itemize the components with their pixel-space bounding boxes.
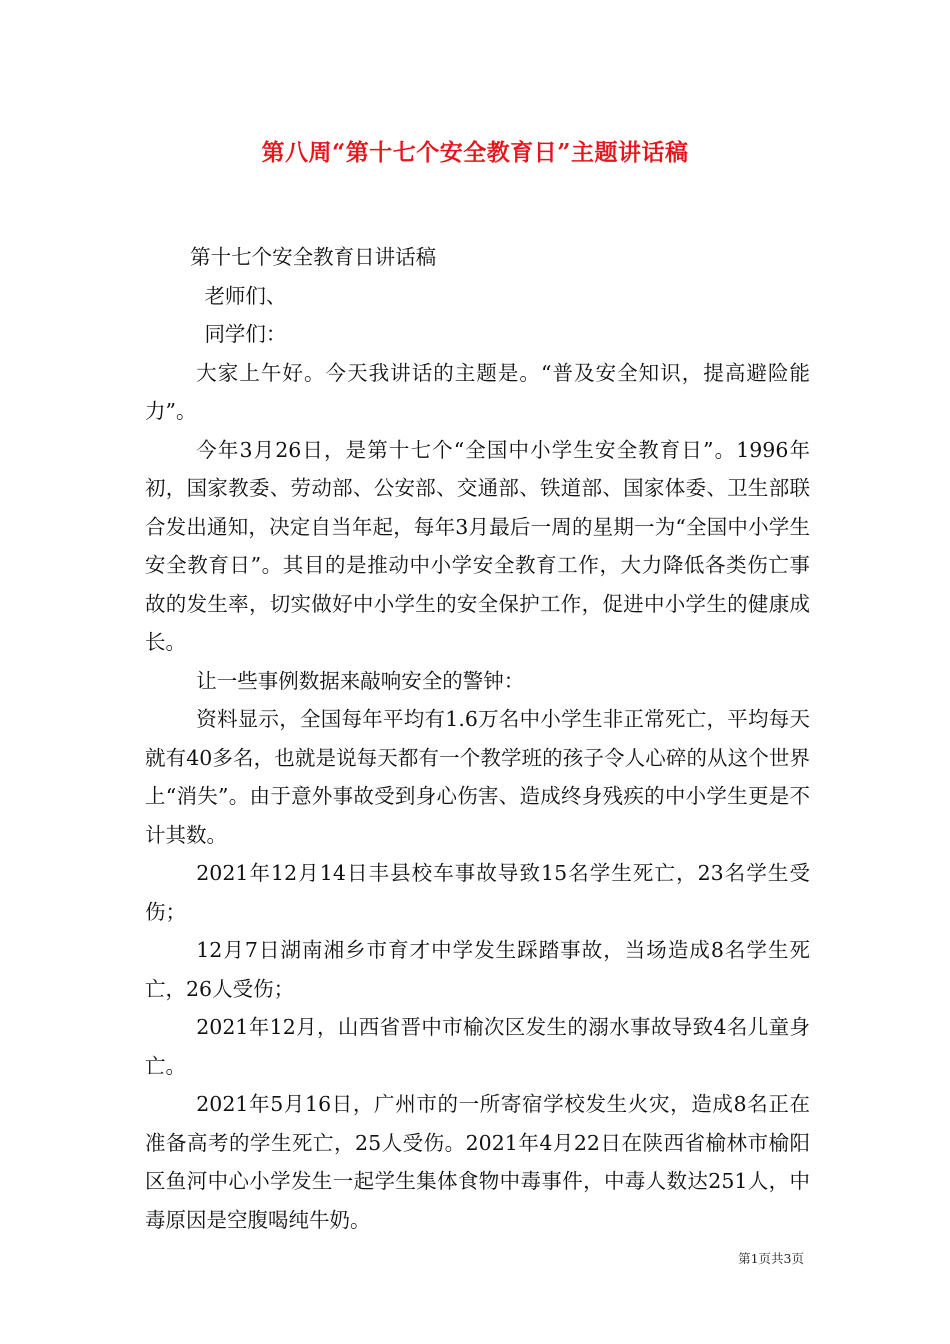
greeting-teachers: 老师们、 xyxy=(204,283,287,308)
paragraph-transition: 让一些事例数据来敲响安全的警钟： xyxy=(196,668,525,693)
paragraph-incident: 2021年12月14日丰县校车事故导致15名学生死亡，23名学生受伤； xyxy=(145,861,810,924)
paragraph-incident: 12月7日湖南湘乡市育才中学发生踩踏事故，当场造成8名学生死亡，26人受伤； xyxy=(145,938,810,1001)
paragraph-incident: 2021年5月16日，广州市的一所寄宿学校发生火灾，造成8名正在准备高考的学生死亡，25人受伤。2021年4月22日在陕西省榆林市榆阳区鱼河中心小学发生一起学生集体食物中毒事件，中毒人数达251人，中毒原因是空腹喝纯牛奶。 xyxy=(145,1092,810,1232)
paragraph-statistics: 资料显示，全国每年平均有1.6万名中小学生非正常死亡，平均每天就有40多名，也就是说每天都有一个教学班的孩子令人心碎的从这个世界上“消失”。由于意外事故受到身心伤害、造成终身残疾的中小学生更是不计其数。 xyxy=(145,707,810,847)
paragraph-incident: 2021年12月，山西省晋中市榆次区发生的溺水事故导致4名儿童身亡。 xyxy=(145,1015,810,1078)
document-body xyxy=(145,238,810,1239)
document-title: 第八周“第十七个安全教育日”主题讲话稿 xyxy=(261,139,689,166)
paragraph-opening: 大家上午好。今天我讲话的主题是。“普及安全知识，提高避险能力”。 xyxy=(145,360,810,423)
page-number: 第1页共3页 xyxy=(738,1251,804,1266)
paragraph-background: 今年3月26日，是第十七个“全国中小学生安全教育日”。1996年初，国家教委、劳动部、公安部、交通部、铁道部、国家体委、卫生部联合发出通知，决定自当年起，每年3月最后一周的星期一为“全国中小学生安全教育日”。其目的是推动中小学安全教育工作，大力降低各类伤亡事故的发生率，切实做好中小学生的安全保护工作，促进中小学生的健康成长。 xyxy=(145,437,810,654)
speech-subtitle: 第十七个安全教育日讲话稿 xyxy=(190,245,437,269)
greeting-students: 同学们： xyxy=(204,322,287,346)
